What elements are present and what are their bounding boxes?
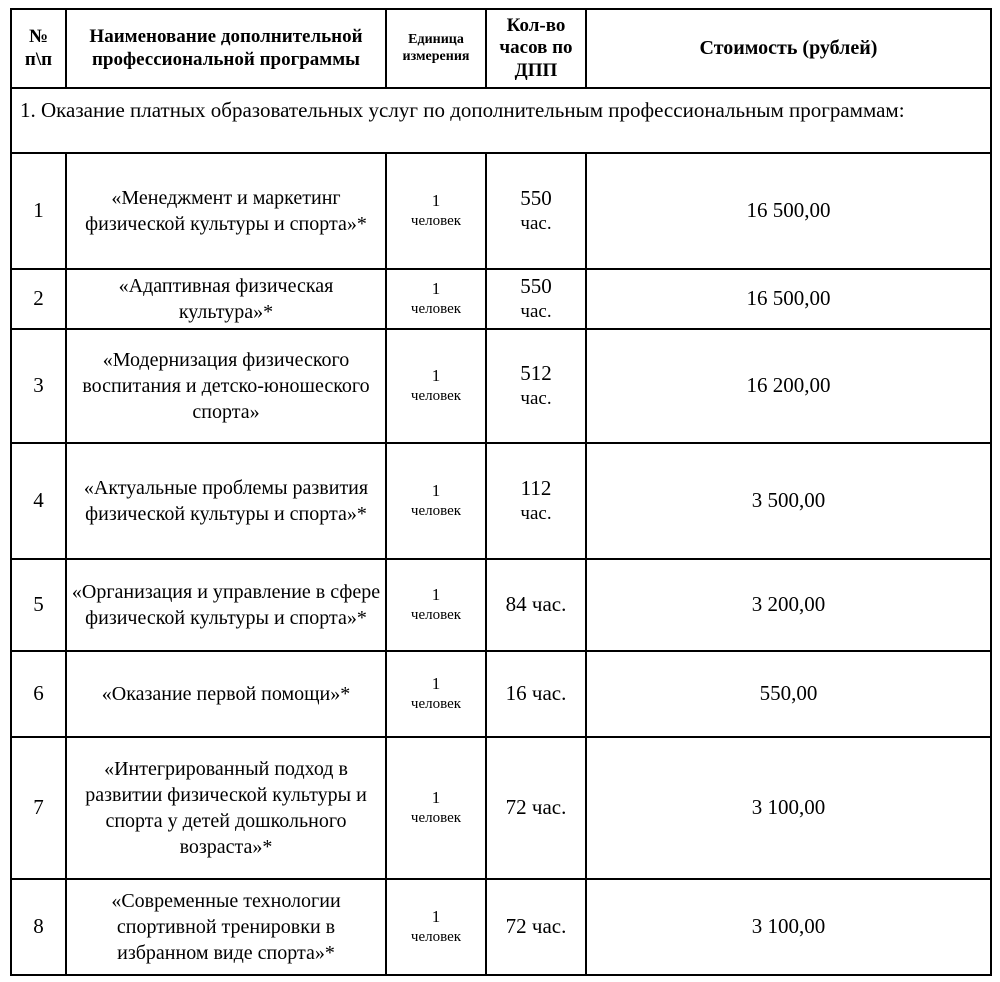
- cell-hours: [486, 443, 586, 559]
- cell-price: 3 100,00: [586, 737, 991, 879]
- column-header-unit-line1: Единица: [408, 32, 464, 48]
- hours-value: 72: [505, 913, 527, 938]
- cell-price: 3 100,00: [586, 879, 991, 975]
- unit-quantity: 1: [431, 190, 441, 210]
- cell-row-number: 3: [11, 329, 66, 443]
- hours-unit-label: час.: [520, 212, 552, 234]
- cell-program-name: «Актуальные проблемы развития физической культуры и спорта»*: [66, 443, 386, 559]
- unit-word: человек: [410, 695, 462, 712]
- cell-hours: [486, 651, 586, 737]
- unit-word: человек: [410, 928, 462, 945]
- unit-word: человек: [410, 212, 462, 229]
- table-header-row: [11, 9, 991, 88]
- hours-unit-label: час.: [520, 300, 552, 322]
- cell-price: 550,00: [586, 651, 991, 737]
- hours-value: 512: [520, 361, 552, 386]
- column-header-number-line2: п\п: [24, 48, 53, 70]
- hours-value: 84: [505, 591, 527, 616]
- table-row: [11, 443, 991, 559]
- cell-program-name: «Модернизация физического воспитания и детско-юношеского спорта»: [66, 329, 386, 443]
- cell-row-number: 7: [11, 737, 66, 879]
- hours-value: 550: [520, 274, 552, 299]
- cell-program-name: «Организация и управление в сфере физической культуры и спорта»*: [66, 559, 386, 651]
- unit-quantity: 1: [431, 584, 441, 604]
- hours-unit-label: час.: [531, 794, 567, 819]
- column-header-price: Стоимость (рублей): [586, 9, 991, 88]
- unit-word: человек: [410, 502, 462, 519]
- hours-value: 550: [520, 186, 552, 211]
- hours-unit-label: час.: [531, 591, 567, 616]
- column-header-program-name-line1: Наименование дополнительной: [89, 26, 363, 48]
- table-header: [11, 9, 991, 88]
- cell-price: 16 500,00: [586, 269, 991, 329]
- cell-unit: [386, 559, 486, 651]
- unit-quantity: 1: [431, 365, 441, 385]
- cell-row-number: 8: [11, 879, 66, 975]
- cell-hours: [486, 559, 586, 651]
- column-header-hours: [486, 9, 586, 88]
- hours-value: 72: [505, 794, 527, 819]
- cell-row-number: 2: [11, 269, 66, 329]
- column-header-program-name: [66, 9, 386, 88]
- unit-quantity: 1: [431, 278, 441, 298]
- cell-price: 16 200,00: [586, 329, 991, 443]
- cell-row-number: 4: [11, 443, 66, 559]
- unit-quantity: 1: [431, 787, 441, 807]
- cell-hours: [486, 879, 586, 975]
- table-row: [11, 879, 991, 975]
- cell-hours: [486, 737, 586, 879]
- cell-unit: [386, 737, 486, 879]
- unit-quantity: 1: [431, 480, 441, 500]
- unit-word: человек: [410, 809, 462, 826]
- cell-row-number: 6: [11, 651, 66, 737]
- cell-unit: [386, 269, 486, 329]
- section-heading-text: 1. Оказание платных образовательных услуг по дополнительным профессиональным программам:: [11, 88, 991, 152]
- column-header-hours-line3: ДПП: [514, 59, 558, 81]
- unit-quantity: 1: [431, 673, 441, 693]
- hours-unit-label: час.: [531, 913, 567, 938]
- hours-value: 16: [505, 680, 527, 705]
- table-row: [11, 737, 991, 879]
- hours-unit-label: час.: [520, 387, 552, 409]
- price-table: [10, 8, 992, 976]
- cell-program-name: «Интегрированный подход в развитии физической культуры и спорта у детей дошкольного возраста»*: [66, 737, 386, 879]
- cell-price: 16 500,00: [586, 153, 991, 269]
- cell-program-name: «Оказание первой помощи»*: [66, 651, 386, 737]
- cell-hours: [486, 329, 586, 443]
- cell-unit: [386, 329, 486, 443]
- cell-row-number: 5: [11, 559, 66, 651]
- unit-word: человек: [410, 606, 462, 623]
- unit-word: человек: [410, 387, 462, 404]
- cell-price: 3 500,00: [586, 443, 991, 559]
- cell-program-name: «Современные технологии спортивной тренировки в избранном виде спорта»*: [66, 879, 386, 975]
- column-header-hours-line2: часов по: [499, 37, 573, 59]
- cell-unit: [386, 879, 486, 975]
- section-heading-row: [11, 88, 991, 152]
- cell-price: 3 200,00: [586, 559, 991, 651]
- column-header-number: [11, 9, 66, 88]
- cell-program-name: «Адаптивная физическая культура»*: [66, 269, 386, 329]
- column-header-unit: [386, 9, 486, 88]
- column-header-hours-line1: Кол-во: [506, 15, 566, 36]
- column-header-unit-line2: измерения: [402, 48, 470, 64]
- column-header-program-name-line2: профессиональной программы: [91, 48, 361, 70]
- cell-row-number: 1: [11, 153, 66, 269]
- cell-unit: [386, 443, 486, 559]
- cell-hours: [486, 153, 586, 269]
- unit-quantity: 1: [431, 906, 441, 926]
- cell-program-name: «Менеджмент и маркетинг физической культуры и спорта»*: [66, 153, 386, 269]
- cell-unit: [386, 651, 486, 737]
- table-row: [11, 559, 991, 651]
- table-row: [11, 269, 991, 329]
- table-row: [11, 329, 991, 443]
- hours-value: 112: [520, 476, 552, 501]
- cell-unit: [386, 153, 486, 269]
- unit-word: человек: [410, 300, 462, 317]
- hours-unit-label: час.: [520, 502, 552, 524]
- column-header-number-line1: №: [28, 26, 49, 48]
- table-row: [11, 651, 991, 737]
- table-body: [11, 88, 991, 974]
- cell-hours: [486, 269, 586, 329]
- hours-unit-label: час.: [531, 680, 567, 705]
- table-row: [11, 153, 991, 269]
